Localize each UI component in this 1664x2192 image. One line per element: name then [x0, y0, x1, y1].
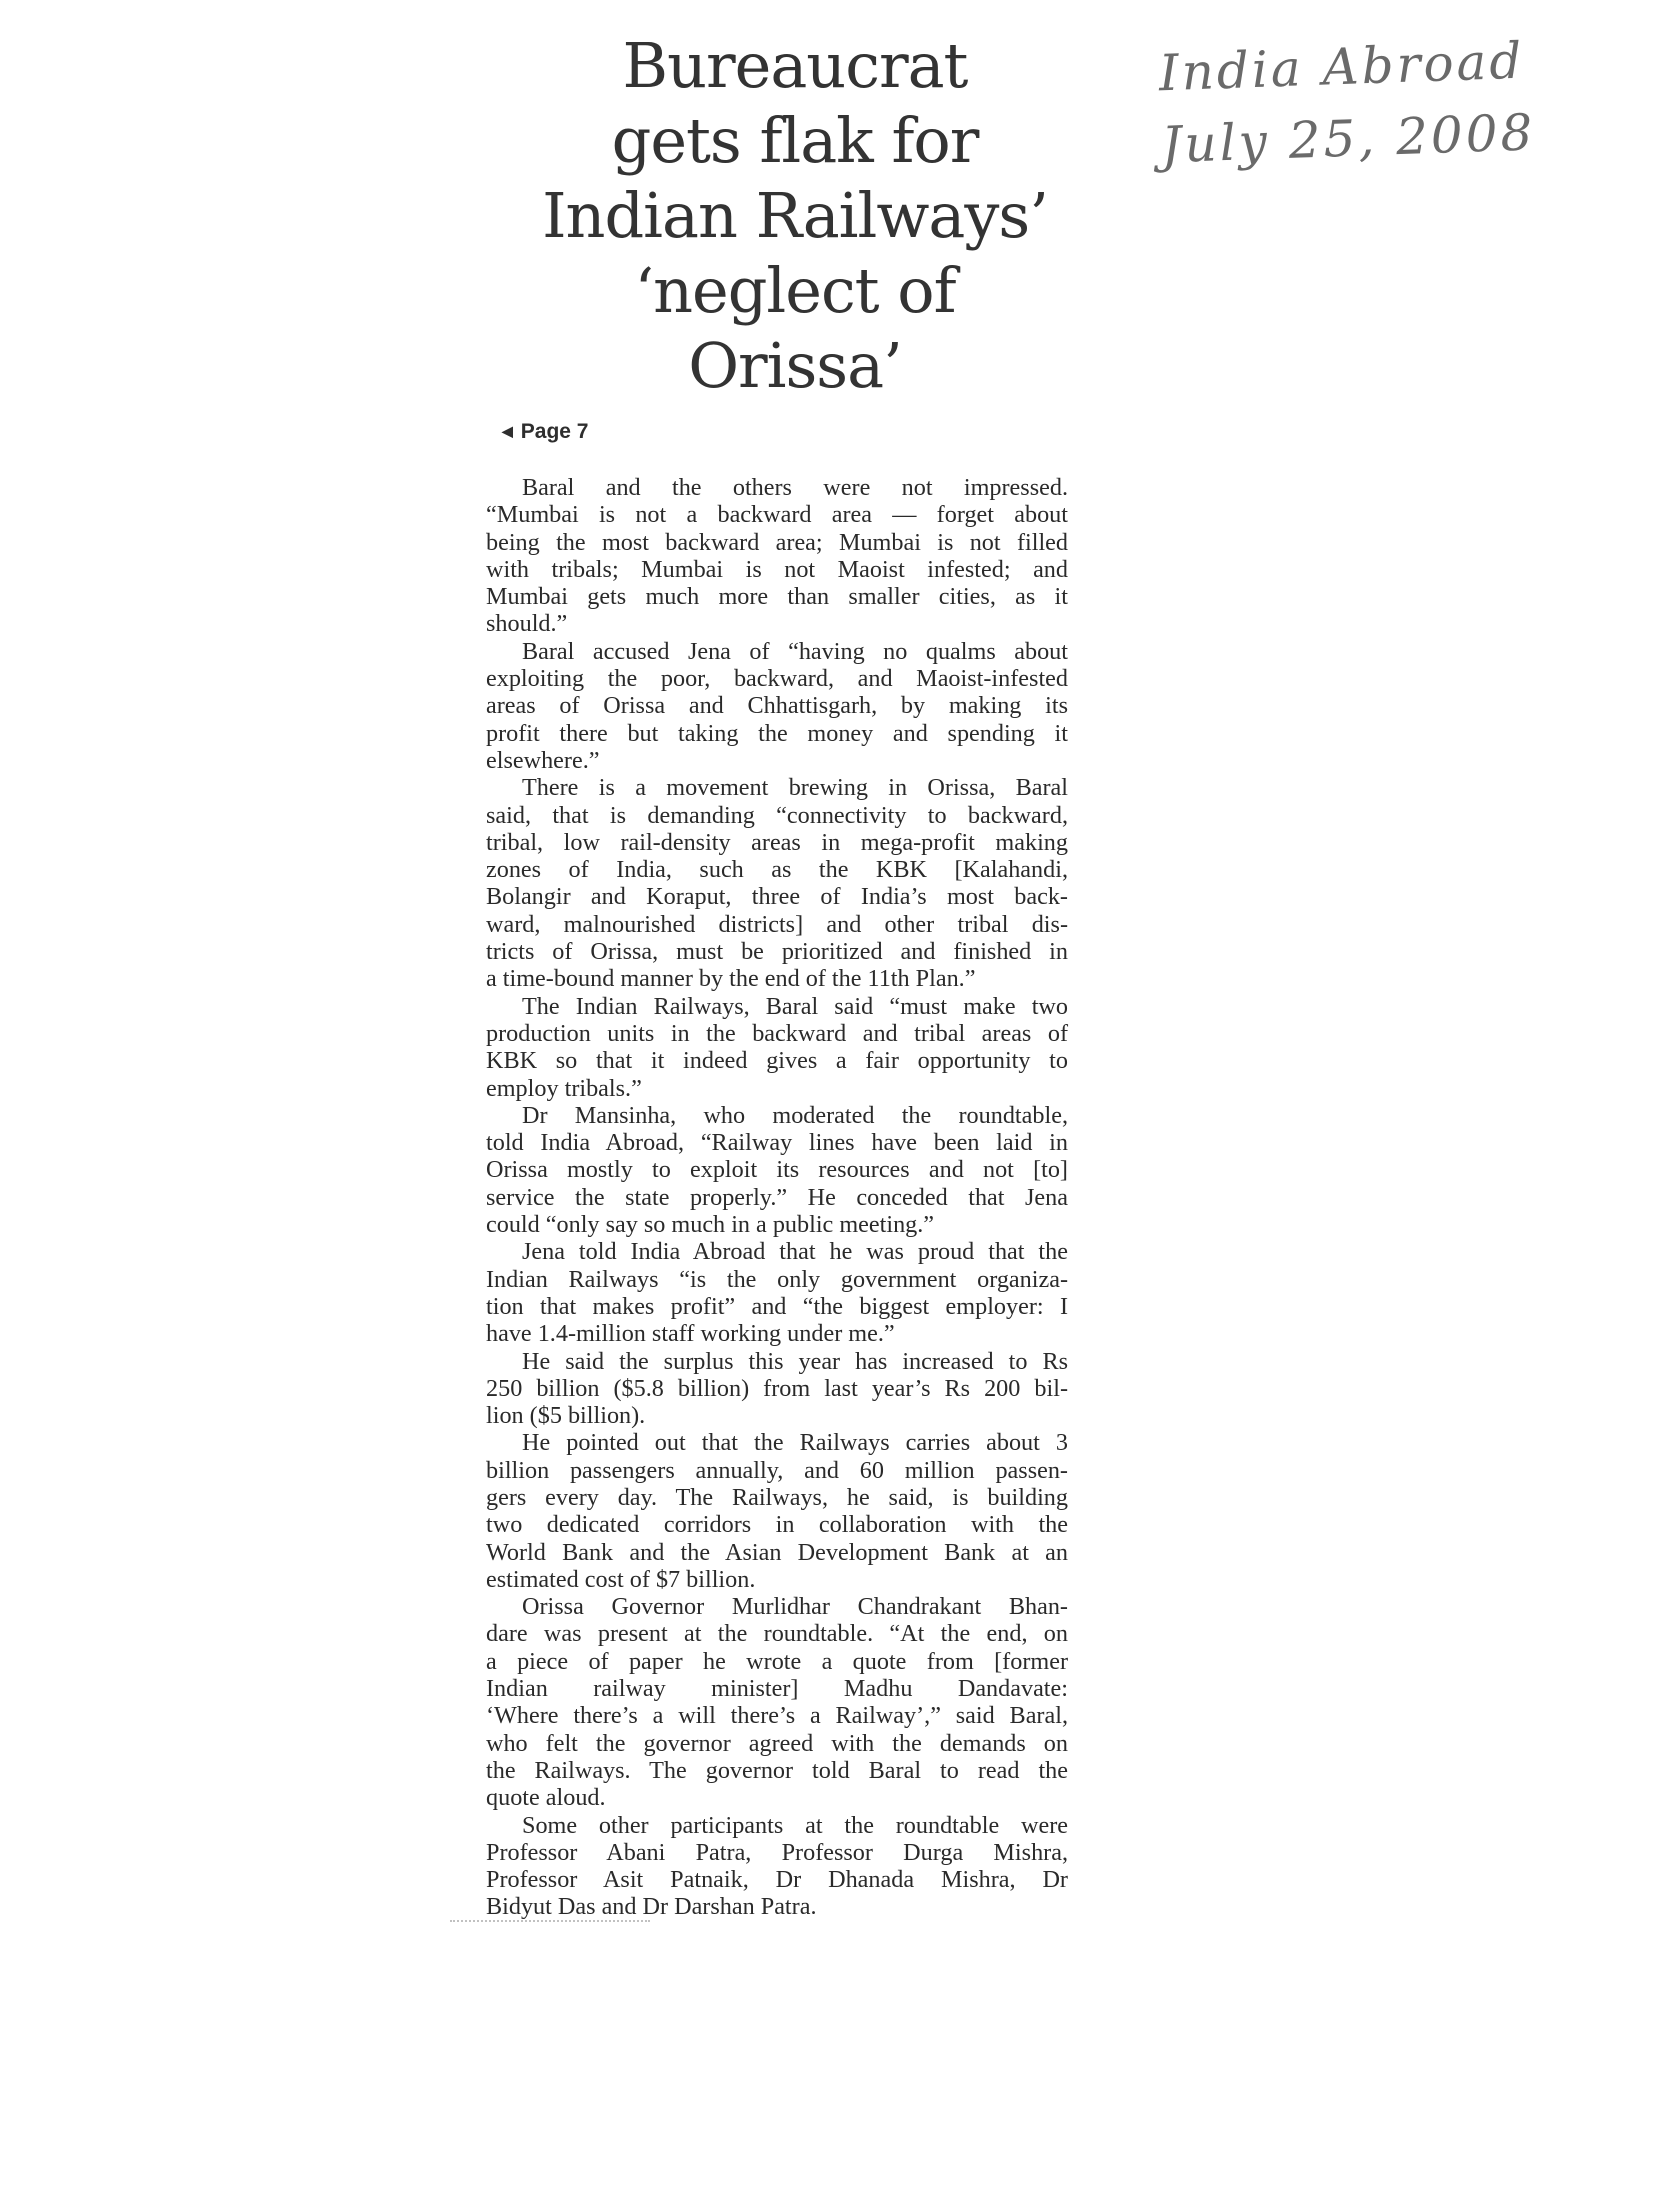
article-line: Baral accused Jena of “having no qualms about [522, 637, 1068, 665]
article-paragraph [486, 1102, 1068, 1238]
article-line: Mumbai gets much more than smaller cities, as it [486, 583, 1068, 611]
article-line: tion that makes profit” and “the biggest employer: I [486, 1292, 1068, 1320]
article-line: could “only say so much in a public meeting.” [486, 1211, 935, 1239]
article-line: profit there but taking the money and spending it [486, 719, 1068, 747]
headline-line: Bureaucrat [622, 29, 968, 102]
article-line: exploiting the poor, backward, and Maoist-infested [486, 665, 1068, 693]
left-arrow-icon: ◀ [502, 423, 513, 439]
page-reference [502, 420, 589, 444]
article-line: being the most backward area; Mumbai is not filled [486, 528, 1068, 556]
article-line: Professor Asit Patnaik, Dr Dhanada Mishra, Dr [486, 1866, 1068, 1894]
article-line: Indian railway minister] Madhu Dandavate: [486, 1675, 1068, 1703]
article-line: production units in the backward and tribal areas of [486, 1019, 1068, 1047]
article-line: told India Abroad, “Railway lines have been laid in [486, 1129, 1068, 1157]
article-line: World Bank and the Asian Development Bank at an [486, 1538, 1068, 1566]
article-line: areas of Orissa and Chhattisgarh, by making its [486, 692, 1068, 720]
article-line: ‘Where there’s a will there’s a Railway’,” said Baral, [486, 1702, 1068, 1730]
headline-line: Indian Railways’ [542, 179, 1048, 252]
article-line: a time-bound manner by the end of the 11th Plan.” [486, 965, 976, 993]
article-line: lion ($5 billion). [486, 1402, 646, 1430]
article-paragraph [486, 474, 1068, 638]
article-paragraph [486, 638, 1068, 774]
headline-line: gets flak for [611, 104, 979, 177]
article-paragraph [486, 1429, 1068, 1593]
article-line: two dedicated corridors in collaboration with the [486, 1511, 1068, 1539]
article-line: Indian Railways “is the only government organiza- [486, 1265, 1068, 1293]
article-line: Orissa Governor Murlidhar Chandrakant Bhan- [522, 1593, 1068, 1621]
article-line: zones of India, such as the KBK [Kalahandi, [486, 856, 1068, 884]
article-line: tricts of Orissa, must be prioritized and finished in [486, 938, 1068, 966]
article-line: should.” [486, 610, 568, 638]
handwritten-note [1158, 23, 1583, 182]
article-line: Baral and the others were not impressed. [522, 474, 1068, 501]
headline-line: ‘neglect of [634, 254, 956, 327]
article-line: estimated cost of $7 billion. [486, 1565, 756, 1593]
article-line: Professor Abani Patra, Professor Durga Mishra, [486, 1838, 1068, 1866]
article-paragraph [486, 1348, 1068, 1430]
article-paragraph [486, 1238, 1068, 1347]
article-line: service the state properly.” He conceded that Jena [486, 1183, 1068, 1211]
page-label: Page 7 [520, 420, 589, 443]
article-line: billion passengers annually, and 60 million passen- [486, 1456, 1068, 1484]
article-line: KBK so that it indeed gives a fair opportunity to [486, 1047, 1068, 1075]
article-line: dare was present at the roundtable. “At the end, on [486, 1620, 1068, 1648]
article-line: who felt the governor agreed with the demands on [486, 1729, 1068, 1757]
handwritten-date: July 25, 2008 [1160, 103, 1537, 175]
article-paragraph [486, 993, 1068, 1102]
article-line: quote aloud. [486, 1784, 606, 1812]
article-paragraph [486, 1812, 1068, 1921]
article-line: Orissa mostly to exploit its resources and not [to] [486, 1156, 1068, 1184]
article-line: Some other participants at the roundtable were [522, 1811, 1068, 1839]
article-body [486, 474, 1068, 1921]
article-line: the Railways. The governor told Baral to read the [486, 1756, 1068, 1784]
article-line: ward, malnourished districts] and other tribal dis- [486, 910, 1068, 938]
article-line: There is a movement brewing in Orissa, Baral [522, 774, 1068, 802]
article-line: employ tribals.” [486, 1074, 642, 1102]
article-paragraph [486, 774, 1068, 992]
article-line: a piece of paper he wrote a quote from [former [486, 1647, 1068, 1675]
article-line: gers every day. The Railways, he said, is building [486, 1483, 1068, 1511]
article-line: tribal, low rail-density areas in mega-profit making [486, 828, 1068, 856]
article-line: Bidyut Das and Dr Darshan Patra. [486, 1893, 817, 1921]
article-line: Dr Mansinha, who moderated the roundtable, [522, 1101, 1068, 1129]
article-line: “Mumbai is not a backward area — forget about [486, 501, 1068, 529]
article-line: with tribals; Mumbai is not Maoist infested; and [486, 555, 1068, 583]
article-line: He said the surplus this year has increased to Rs [522, 1347, 1068, 1375]
article-line: Bolangir and Koraput, three of India’s most back- [486, 883, 1068, 911]
article-line: have 1.4-million staff working under me.” [486, 1320, 895, 1348]
scan-artifact [450, 1920, 650, 1926]
article-line: elsewhere.” [486, 746, 600, 774]
article-line: 250 billion ($5.8 billion) from last year’s Rs 200 bil- [486, 1374, 1068, 1402]
headline-line: Orissa’ [688, 329, 902, 402]
headline [500, 28, 1090, 403]
article-line: He pointed out that the Railways carries about 3 [522, 1429, 1068, 1457]
article-line: said, that is demanding “connectivity to backward, [486, 801, 1068, 829]
article-paragraph [486, 1593, 1068, 1811]
article-line: The Indian Railways, Baral said “must make two [522, 992, 1068, 1020]
article-line: Jena told India Abroad that he was proud that the [522, 1238, 1068, 1266]
handwritten-publication: India Abroad [1157, 31, 1526, 103]
